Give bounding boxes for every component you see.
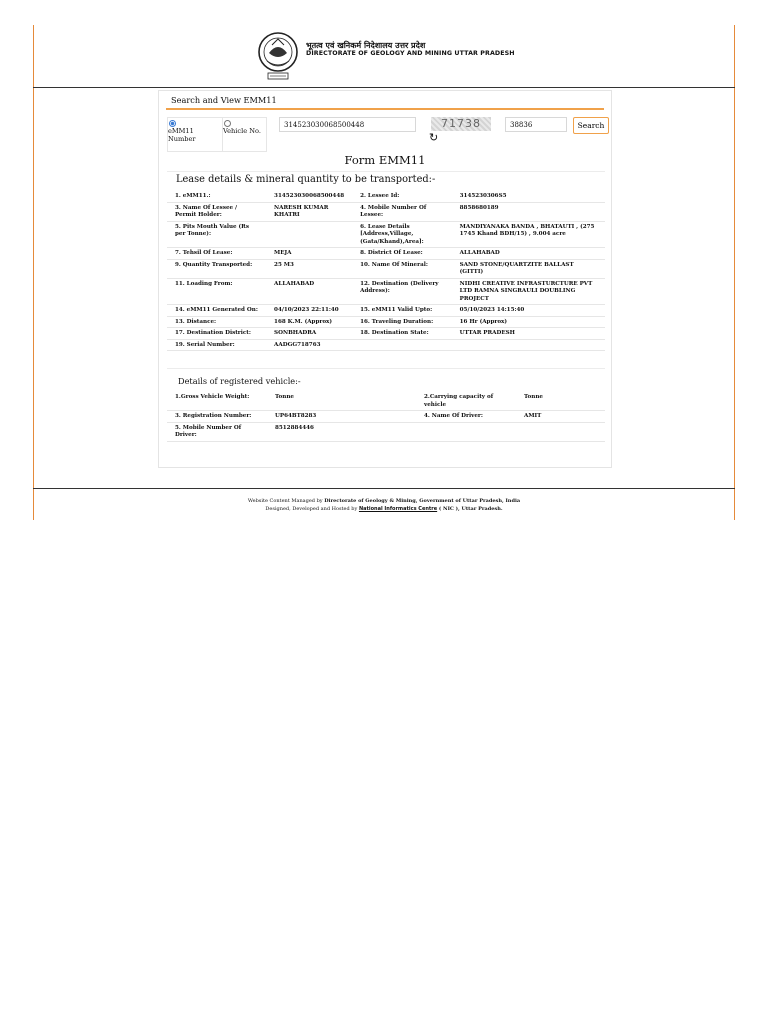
vehicle-field-label: 3. Registration Number:: [167, 411, 267, 423]
lease-field-label: 10. Name Of Mineral:: [352, 259, 452, 278]
radio-emm11[interactable]: [169, 120, 176, 127]
vehicle-row: [167, 392, 605, 411]
lease-details-table: [167, 191, 605, 351]
lease-field-label: 13. Distance:: [167, 316, 266, 328]
vehicle-field-label: 4. Name Of Driver:: [416, 411, 516, 423]
lease-row: [167, 259, 605, 278]
lease-field-label: [352, 339, 452, 351]
vehicle-field-value: Tonne: [267, 392, 416, 411]
lease-field-value: 3145230306S5: [452, 191, 605, 202]
lease-field-label: 17. Destination District:: [167, 328, 266, 340]
footer-line-1: [0, 497, 768, 505]
lease-field-value: 168 K.M. (Approx): [266, 316, 352, 328]
header-english-title: DIRECTORATE OF GEOLOGY AND MINING UTTAR PRADESH: [306, 50, 515, 57]
lease-field-label: 19. Serial Number:: [167, 339, 266, 351]
lease-field-label: 8. District Of Lease:: [352, 248, 452, 260]
header-title-block: [306, 40, 515, 57]
vehicle-field-value: 8512884446: [267, 422, 416, 441]
lease-field-value: MEJA: [266, 248, 352, 260]
footer-managed-prefix: Website Content Managed by: [247, 498, 325, 504]
lease-section-border: [167, 171, 605, 173]
lease-row: [167, 316, 605, 328]
lease-field-label: 4. Mobile Number Of Lessee:: [352, 202, 452, 221]
vehicle-field-value: [516, 422, 605, 441]
lease-field-value: SAND STONE/QUARTZITE BALLAST (GITTI): [452, 259, 605, 278]
footer-managed-by: Directorate of Geology & Mining, Government of Uttar Pradesh, India: [324, 498, 521, 504]
vehicle-row: [167, 422, 605, 441]
vehicle-field-label: 2.Carrying capacity of vehicle: [416, 392, 516, 411]
lease-field-value: 8858680189: [452, 202, 605, 221]
frame-right-border: [734, 25, 735, 520]
footer: [0, 497, 768, 513]
vehicle-row: [167, 411, 605, 423]
lease-field-label: 11. Loading From:: [167, 278, 266, 305]
search-title: Search and View EMM11: [171, 95, 277, 105]
up-government-emblem-icon: [255, 31, 301, 81]
lease-row: [167, 221, 605, 248]
nic-link[interactable]: National Informatics Centre: [358, 506, 438, 512]
lease-field-value: 25 M3: [266, 259, 352, 278]
refresh-icon[interactable]: ↻: [429, 131, 439, 144]
lease-field-label: 9. Quantity Transported:: [167, 259, 266, 278]
lease-field-value: MANDIYANAKA BANDA , BHATAUTI , (275 1745 Khand BDH/15) , 9.004 acre: [452, 221, 605, 248]
vehicle-field-value: UP64BT8283: [267, 411, 416, 423]
radio-vehicle[interactable]: [224, 120, 231, 127]
lease-field-label: 18. Destination State:: [352, 328, 452, 340]
lease-field-label: 15. eMM11 Valid Upto:: [352, 305, 452, 317]
lease-field-value: [266, 221, 352, 248]
lease-field-value: 05/10/2023 14:15:40: [452, 305, 605, 317]
header-divider: [33, 87, 735, 88]
footer-hosted-suffix: ( NIC ), Uttar Pradesh.: [437, 506, 503, 512]
lease-field-label: 1. eMM11.:: [167, 191, 266, 202]
lease-field-value: UTTAR PRADESH: [452, 328, 605, 340]
lease-row: [167, 328, 605, 340]
vehicle-section-border: [167, 368, 605, 370]
lease-field-label: 2. Lessee Id:: [352, 191, 452, 202]
vehicle-field-label: 5. Mobile Number Of Driver:: [167, 422, 267, 441]
form-title: Form EMM11: [344, 153, 426, 167]
lease-field-value: 314523030068500448: [266, 191, 352, 202]
lease-row: [167, 191, 605, 202]
lease-field-label: 6. Lease Details [Address,Village,(Gata/Khand),Area]:: [352, 221, 452, 248]
emm11-number-input[interactable]: 314523030068500448: [279, 117, 416, 132]
lease-field-label: 16. Traveling Duration:: [352, 316, 452, 328]
footer-divider: [33, 488, 735, 489]
captcha-input[interactable]: 38836: [505, 117, 567, 132]
lease-field-label: 14. eMM11 Generated On:: [167, 305, 266, 317]
lease-field-value: AADGG718763: [266, 339, 352, 351]
lease-field-value: [452, 339, 605, 351]
search-title-underline: [166, 108, 604, 110]
lease-row: [167, 202, 605, 221]
lease-field-label: 7. Tehsil Of Lease:: [167, 248, 266, 260]
frame-left-border: [33, 25, 34, 520]
vehicle-field-label: 1.Gross Vehicle Weight:: [167, 392, 267, 411]
radio-vehicle-label: Vehicle No.: [223, 127, 261, 135]
radio-emm11-option[interactable]: [167, 117, 223, 152]
footer-line-2: [0, 505, 768, 513]
lease-field-value: SONBHADRA: [266, 328, 352, 340]
lease-row: [167, 278, 605, 305]
lease-field-label: 5. Pits Mouth Value (Rs per Tonne):: [167, 221, 266, 248]
lease-row: [167, 305, 605, 317]
radio-emm11-label: eMM11 Number: [168, 127, 196, 143]
search-panel: [158, 90, 612, 468]
lease-row: [167, 248, 605, 260]
header-hindi-title: भूतत्व एवं खनिकर्म निदेशालय उत्तर प्रदेश: [306, 40, 426, 50]
lease-field-label: 12. Destination (Delivery Address):: [352, 278, 452, 305]
lease-row: [167, 339, 605, 351]
lease-section-title: Lease details & mineral quantity to be transported:-: [176, 174, 436, 185]
vehicle-field-value: AMIT: [516, 411, 605, 423]
captcha-image: 71738: [431, 117, 491, 131]
vehicle-section-title: Details of registered vehicle:-: [178, 376, 301, 386]
lease-field-value: NARESH KUMAR KHATRI: [266, 202, 352, 221]
lease-field-value: ALLAHABAD: [266, 278, 352, 305]
lease-field-value: ALLAHABAD: [452, 248, 605, 260]
footer-hosted-prefix: Designed, Developed and Hosted by: [265, 506, 359, 512]
vehicle-details-table: [167, 392, 605, 442]
vehicle-field-value: Tonne: [516, 392, 605, 411]
search-button[interactable]: Search: [573, 117, 609, 134]
lease-field-value: 16 Hr (Approx): [452, 316, 605, 328]
lease-field-label: 3. Name Of Lessee / Permit Holder:: [167, 202, 266, 221]
lease-field-value: 04/10/2023 22:11:40: [266, 305, 352, 317]
vehicle-field-label: [416, 422, 516, 441]
lease-field-value: NIDHI CREATIVE INFRASTURCTURE PVT LTD RAMNA SINGRAULI DOUBLING PROJECT: [452, 278, 605, 305]
radio-vehicle-option[interactable]: [222, 117, 267, 152]
